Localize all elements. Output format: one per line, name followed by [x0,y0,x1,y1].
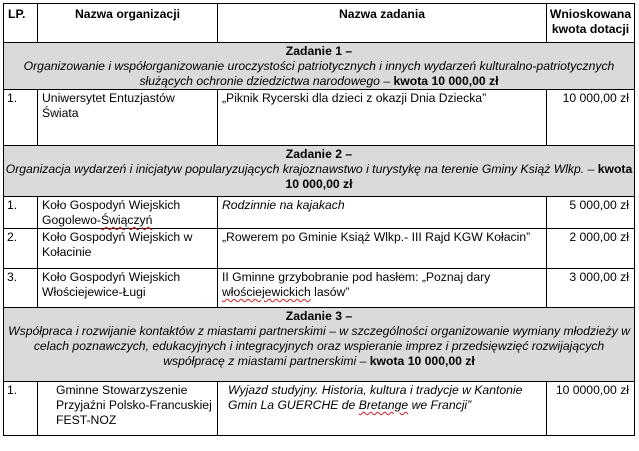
table-row [4,90,635,146]
row-task: Rodzinnie na kajakach [218,197,547,229]
row-lp: 1. [4,90,38,146]
grant-table [3,3,635,436]
section-description: Współpraca i rozwijanie kontaktów z miastami partnerskimi – w szczególności organizowanie wymiany młodzieży w celach poznawczych, edukacyjnych i integracyjnych oraz wspieranie imprez i przedsięwzięć rozwijających współpracę z miastami partnerskimi – kwota 10 000,00 zł [8,324,630,368]
header-organization: Nazwa organizacji [38,4,218,43]
row-task: II Gminne grzybobranie pod hasłem: „Poznaj dary włościejewickich lasów” [218,269,547,308]
row-amount: 2 000,00 zł [547,229,635,269]
section-description: Organizowanie i współorganizowanie uroczystości patriotycznych i innych wydarzeń kulturalno-patriotycznych służących ochronie dziedzictwa narodowego – kwota 10 000,00 zł [23,59,615,88]
section-amount: kwota 10 000,00 zł [393,74,499,88]
table-row [4,269,635,308]
table-row [4,229,635,269]
section-title: Zadanie 1 – [285,44,353,58]
table-header-row [4,4,635,43]
row-task: Wyjazd studyjny. Historia, kultura i tradycje w Kantonie Gmin La GUERCHE de Bretange we Francji” [218,382,547,436]
header-task: Nazwa zadania [218,4,547,43]
spellcheck-word: Świączyń [100,213,153,227]
section-title: Zadanie 2 – [285,147,353,161]
row-organization: Uniwersytet Entuzjastów Świata [38,90,218,146]
row-task: „Piknik Rycerski dla dzieci z okazji Dnia Dziecka” [218,90,547,146]
header-amount-line1: Wnioskowana [549,7,632,21]
row-amount: 5 000,00 zł [547,197,635,229]
row-organization: Koło Gospodyń Wiejskich w Kołacinie [38,229,218,269]
row-amount: 10 000,00 zł [547,90,635,146]
table-row [4,197,635,229]
section-amount: kwota 10 000,00 zł [285,162,633,191]
row-lp: 3. [4,269,38,308]
row-lp: 2. [4,229,38,269]
row-organization: Koło Gospodyń Wiejskich Włościejewice-Ługi [38,269,218,308]
row-amount: 10 0000,00 zł [547,382,635,436]
header-amount-line2: kwota dotacji [551,22,630,36]
row-lp: 1. [4,382,38,436]
header-lp: LP. [4,4,38,43]
section-header-zadanie-2 [4,146,635,197]
header-amount [547,4,635,43]
section-amount: kwota 10 000,00 zł [369,354,475,368]
row-organization: Gminne Stowarzyszenie Przyjaźni Polsko-Francuskiej FEST-NOZ [38,382,218,436]
section-title: Zadanie 3 – [285,309,353,323]
table-row [4,382,635,436]
row-lp: 1. [4,197,38,229]
section-header-zadanie-1 [4,43,635,90]
row-organization: Koło Gospodyń Wiejskich Gogolewo-Świączyń [38,197,218,229]
row-amount: 3 000,00 zł [547,269,635,308]
row-task: „Rowerem po Gminie Książ Wlkp.- III Rajd KGW Kołacin” [218,229,547,269]
spellcheck-word: włościejewickich [222,285,311,299]
spellcheck-word: Bretange [358,398,409,412]
section-description: Organizacja wydarzeń i inicjatyw popularyzujących krajoznawstwo i turystykę na terenie Gminy Książ Wlkp. – kwota 10 000,00 zł [5,162,633,191]
section-header-zadanie-3 [4,308,635,382]
